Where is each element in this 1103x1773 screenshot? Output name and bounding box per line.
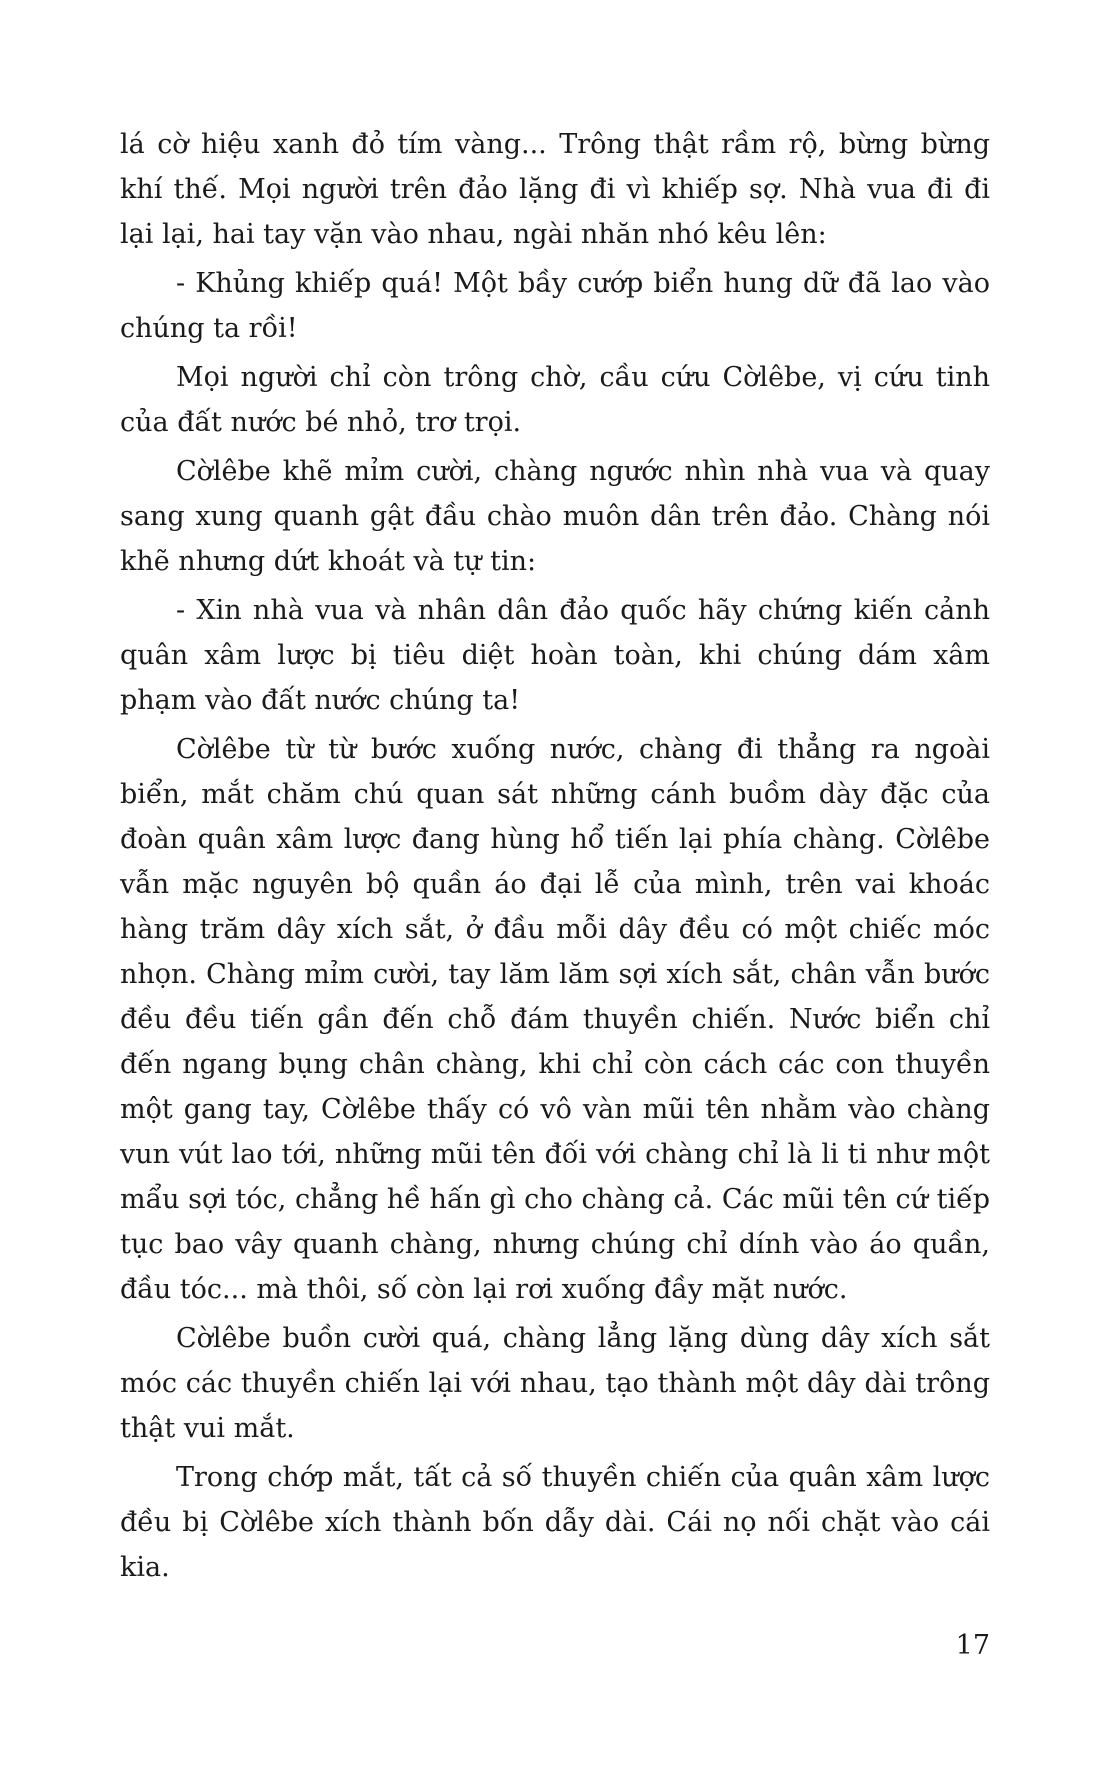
body-text xyxy=(120,122,990,1594)
paragraph-3: Mọi người chỉ còn trông chờ, cầu cứu Cờlêbe, vị cứu tinh của đất nước bé nhỏ, trơ trọi. xyxy=(120,362,990,438)
paragraph-2: - Khủng khiếp quá! Một bầy cướp biển hung dữ đã lao vào chúng ta rồi! xyxy=(120,268,990,344)
paragraph-1: lá cờ hiệu xanh đỏ tím vàng... Trông thật rầm rộ, bừng bừng khí thế. Mọi người trên đảo lặng đi vì khiếp sợ. Nhà vua đi đi lại lại, hai tay vặn vào nhau, ngài nhăn nhó kêu lên: xyxy=(120,129,990,250)
page-number: 17 xyxy=(955,1630,990,1661)
paragraph-4: Cờlêbe khẽ mỉm cười, chàng ngước nhìn nhà vua và quay sang xung quanh gật đầu chào muôn dân trên đảo. Chàng nói khẽ nhưng dứt khoát và tự tin: xyxy=(120,456,990,577)
paragraph-5: - Xin nhà vua và nhân dân đảo quốc hãy chứng kiến cảnh quân xâm lược bị tiêu diệt hoàn toàn, khi chúng dám xâm phạm vào đất nước chúng ta! xyxy=(120,595,990,716)
paragraph-8: Trong chớp mắt, tất cả số thuyền chiến của quân xâm lược đều bị Cờlêbe xích thành bốn dẫy dài. Cái nọ nối chặt vào cái kia. xyxy=(120,1462,990,1583)
paragraph-6: Cờlêbe từ từ bước xuống nước, chàng đi thẳng ra ngoài biển, mắt chăm chú quan sát những cánh buồm dày đặc của đoàn quân xâm lược đang hùng hổ tiến lại phía chàng. Cờlêbe vẫn mặc nguyên bộ quần áo đại lễ của mình, trên vai khoác hàng trăm dây xích sắt, ở đầu mỗi dây đều có một chiếc móc nhọn. Chàng mỉm cười, tay lăm lăm sợi xích sắt, chân vẫn bước đều đều tiến gần đến chỗ đám thuyền chiến. Nước biển chỉ đến ngang bụng chân chàng, khi chỉ còn cách các con thuyền một gang tay, Cờlêbe thấy có vô vàn mũi tên nhằm vào chàng vun vút lao tới, những mũi tên đối với chàng chỉ là li ti như một mẩu sợi tóc, chẳng hề hấn gì cho chàng cả. Các mũi tên cứ tiếp tục bao vây quanh chàng, nhưng chúng chỉ dính vào áo quần, đầu tóc... mà thôi, số còn lại rơi xuống đầy mặt nước. xyxy=(120,734,990,1305)
paragraph-7: Cờlêbe buồn cười quá, chàng lẳng lặng dùng dây xích sắt móc các thuyền chiến lại với nhau, tạo thành một dây dài trông thật vui mắt. xyxy=(120,1323,990,1444)
